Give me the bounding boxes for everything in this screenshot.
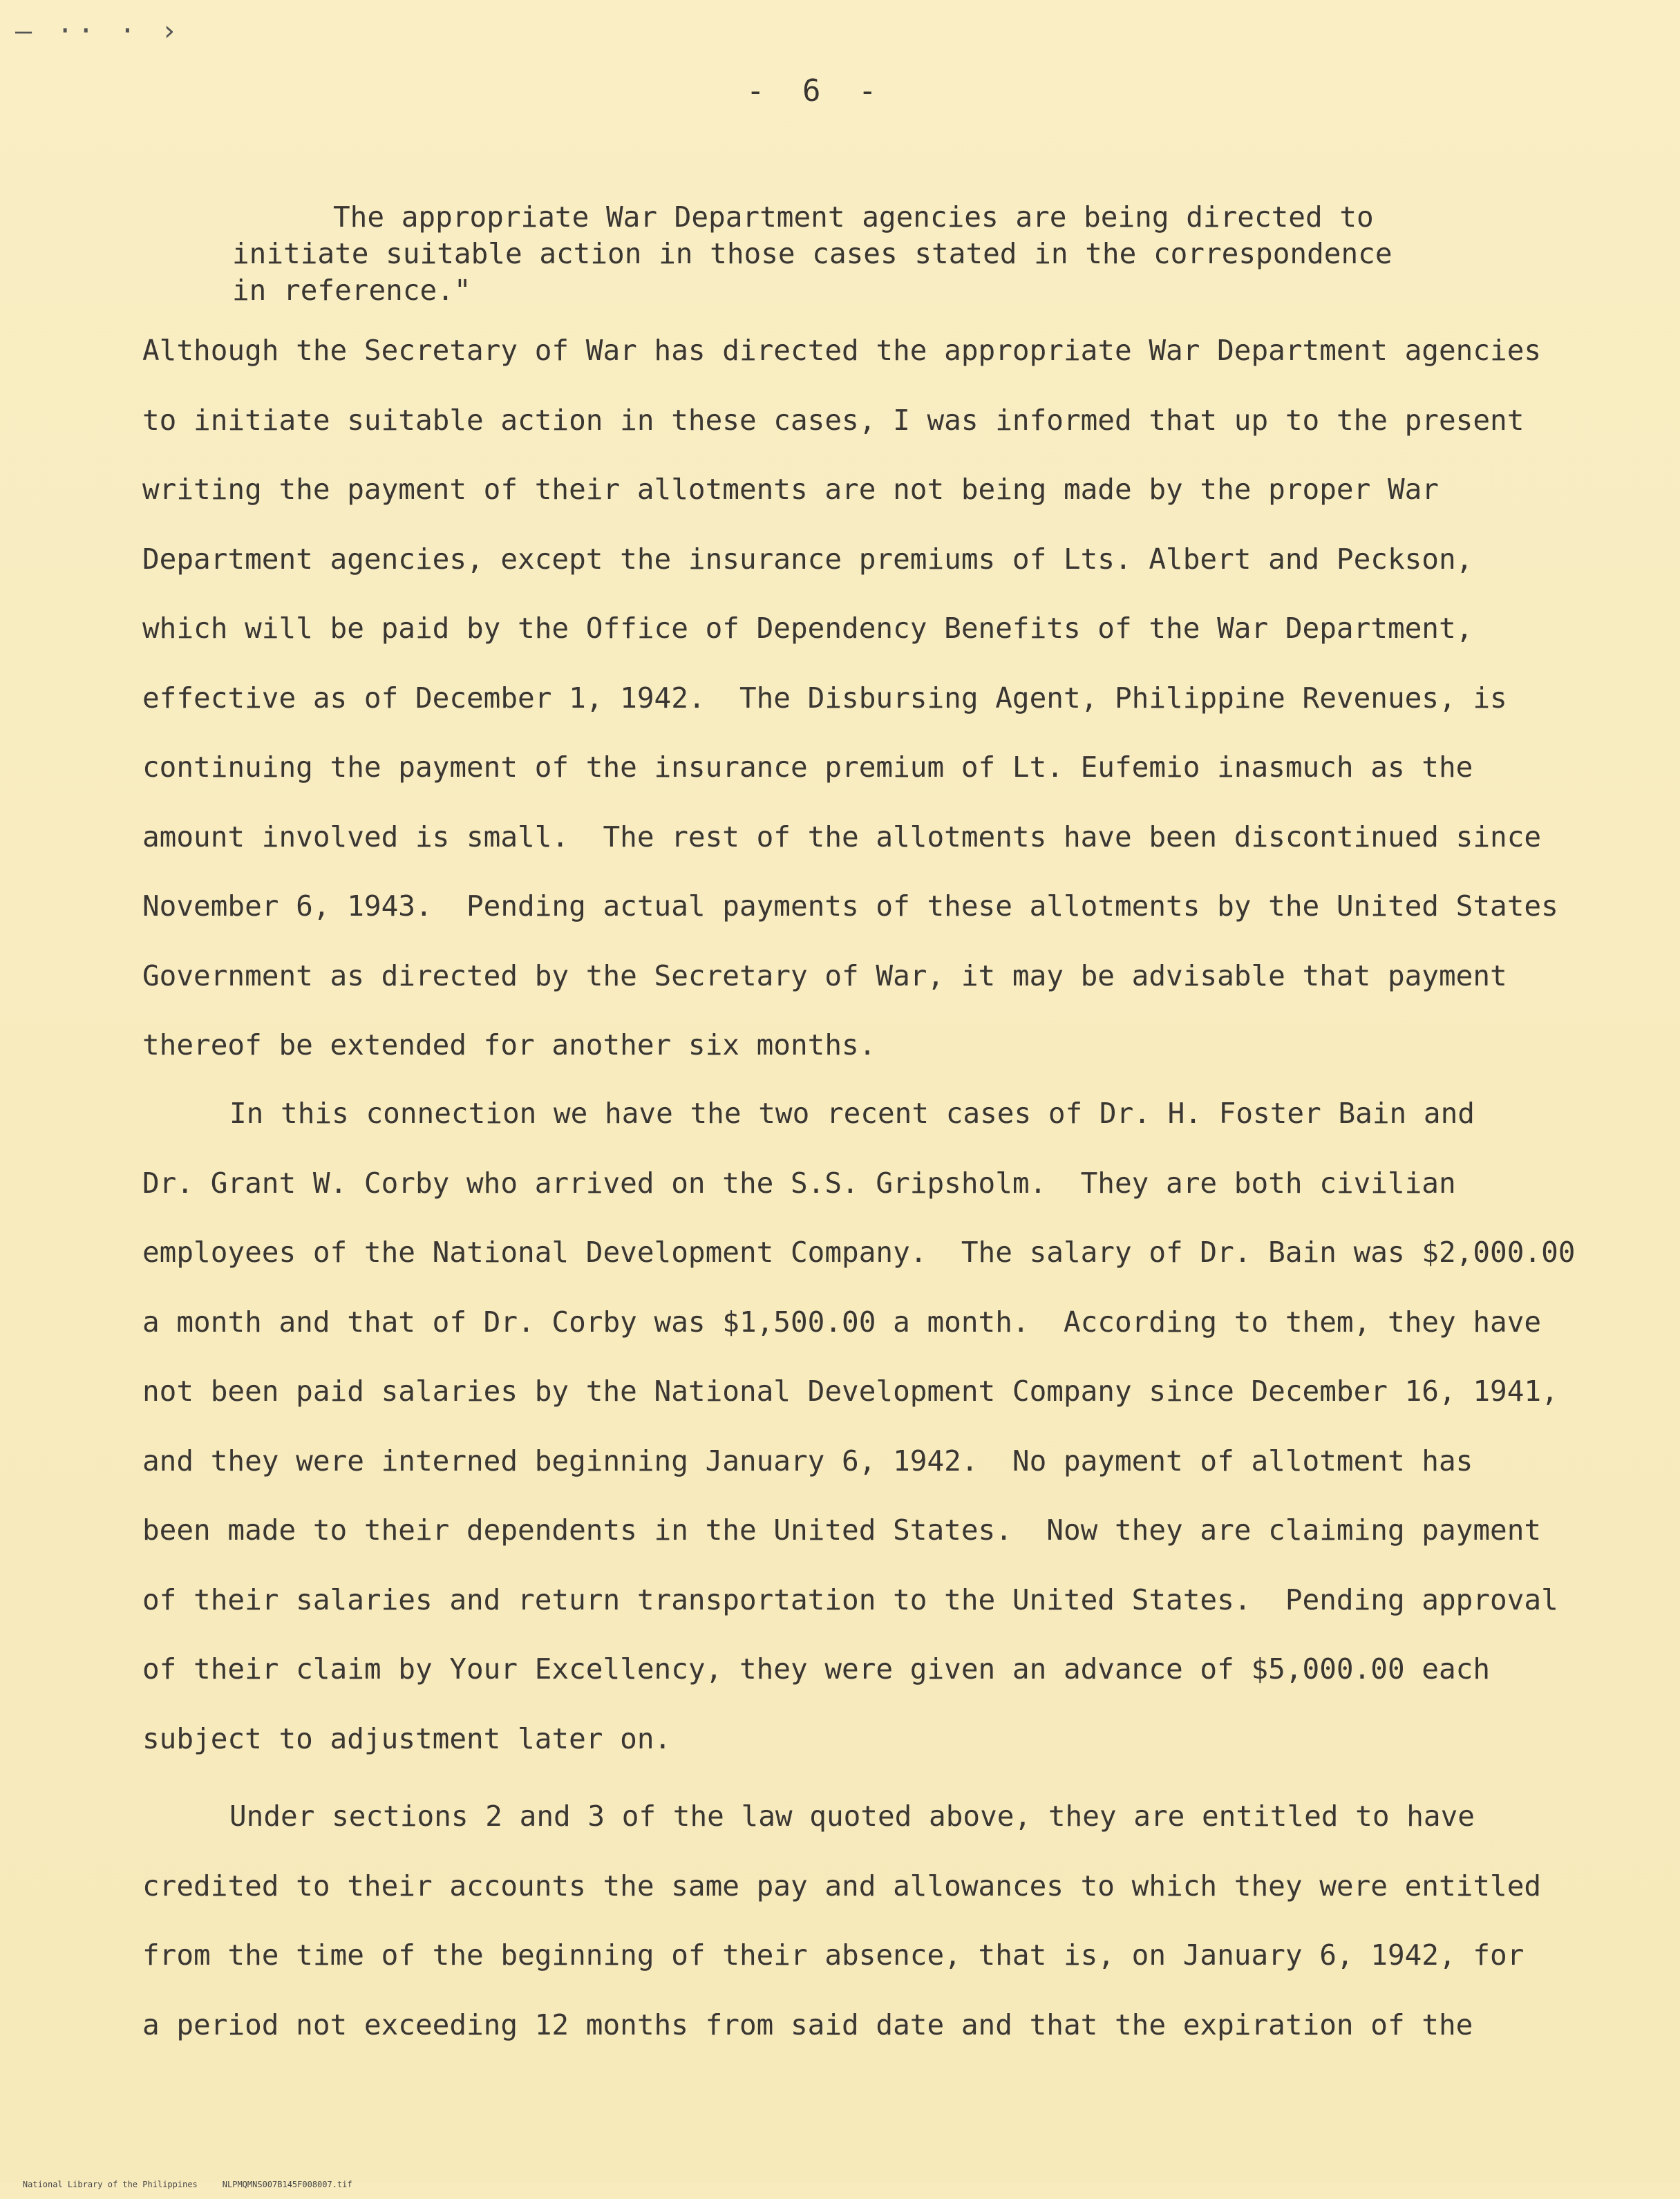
- edge-mark: — ·· · ›: [15, 15, 182, 47]
- page-number: - 6 -: [746, 73, 887, 108]
- text-line: of their claim by Your Excellency, they were given an advance of $5,000.00 each: [142, 1652, 1491, 1686]
- text-line: subject to adjustment later on.: [142, 1721, 672, 1755]
- text-line: which will be paid by the Office of Dependency Benefits of the War Department,: [142, 612, 1473, 645]
- text-line: employees of the National Development Company. The salary of Dr. Bain was $2,000.00: [142, 1236, 1576, 1269]
- text-line: continuing the payment of the insurance premium of Lt. Eufemio inasmuch as the: [142, 751, 1473, 784]
- text-line: a month and that of Dr. Corby was $1,500.00 a month. According to them, they have: [142, 1305, 1542, 1339]
- text-line: Government as directed by the Secretary of War, it may be advisable that payment: [142, 959, 1507, 992]
- text-line: thereof be extended for another six months.: [142, 1028, 876, 1061]
- text-line: Although the Secretary of War has directed the appropriate War Department agencies: [142, 334, 1542, 367]
- text-line: not been paid salaries by the National Development Company since December 16, 1941,: [142, 1375, 1558, 1408]
- text-line: amount involved is small. The rest of the allotments have been discontinued since: [142, 820, 1542, 853]
- paragraph-2: [142, 1096, 1594, 1791]
- text-line: from the time of the beginning of their absence, that is, on January 6, 1942, for: [142, 1938, 1525, 1972]
- text-line: credited to their accounts the same pay and allowances to which they were entitled: [142, 1869, 1542, 1903]
- text-line: Under sections 2 and 3 of the law quoted above, they are entitled to have: [229, 1800, 1475, 1833]
- quote-line: The appropriate War Department agencies are being directed to: [333, 200, 1374, 234]
- text-line: writing the payment of their allotments are not being made by the proper War: [142, 473, 1439, 506]
- paragraph-1: [142, 333, 1594, 1097]
- quote-line: initiate suitable action in those cases stated in the correspondence: [232, 237, 1393, 270]
- text-line: of their salaries and return transportation to the United States. Pending approval: [142, 1583, 1558, 1616]
- text-line: to initiate suitable action in these cases, I was informed that up to the present: [142, 403, 1525, 437]
- library-name: National Library of the Philippines: [22, 2180, 198, 2189]
- text-line: November 6, 1943. Pending actual payments of these allotments by the United States: [142, 889, 1558, 923]
- block-quote: [232, 199, 1476, 309]
- text-line: Department agencies, except the insurance premiums of Lts. Albert and Peckson,: [142, 542, 1473, 576]
- text-line: been made to their dependents in the United States. Now they are claiming payment: [142, 1513, 1542, 1547]
- text-line: Dr. Grant W. Corby who arrived on the S.S. Gripsholm. They are both civilian: [142, 1166, 1456, 1200]
- paragraph-3: [142, 1799, 1594, 2077]
- text-line: In this connection we have the two recent cases of Dr. H. Foster Bain and: [229, 1097, 1475, 1130]
- archive-caption: [3, 2170, 352, 2199]
- quote-line: in reference.": [232, 274, 471, 307]
- text-line: and they were interned beginning January 6, 1942. No payment of allotment has: [142, 1444, 1473, 1478]
- text-line: a period not exceeding 12 months from said date and that the expiration of the: [142, 2008, 1473, 2041]
- file-id: NLPMQMNS007B145F008007.tif: [222, 2180, 352, 2189]
- text-line: effective as of December 1, 1942. The Disbursing Agent, Philippine Revenues, is: [142, 681, 1507, 715]
